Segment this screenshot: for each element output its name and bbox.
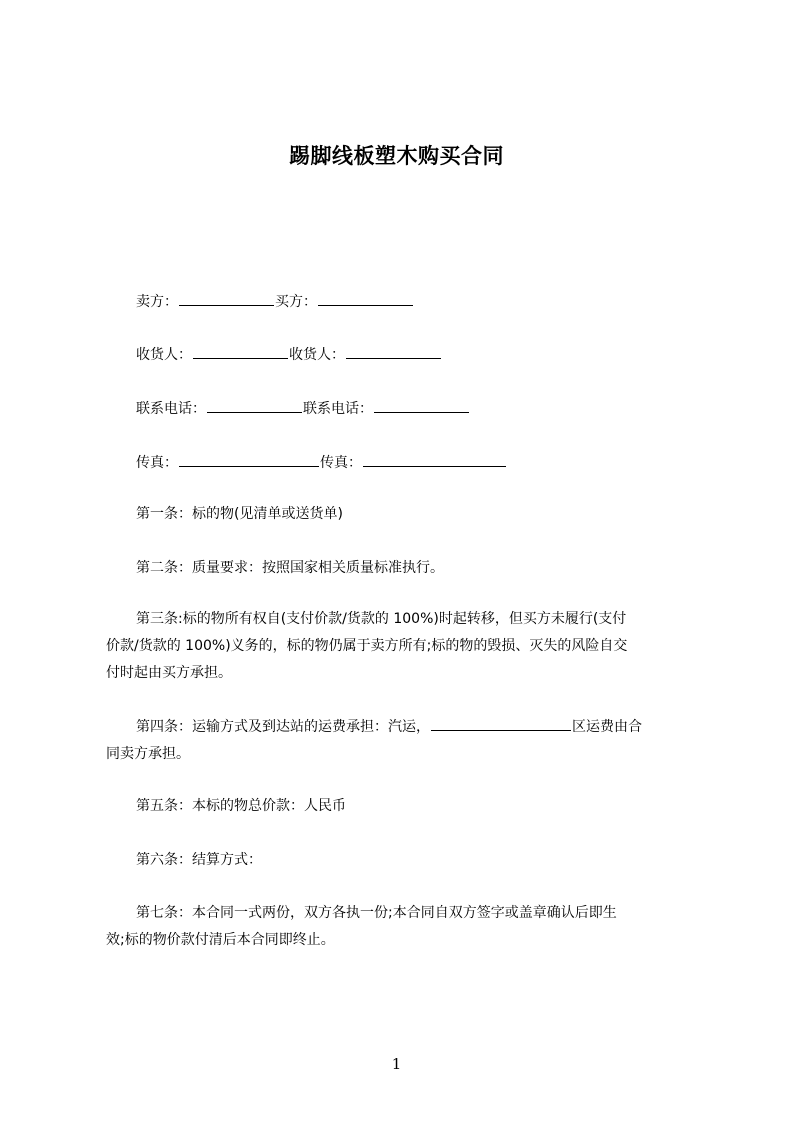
fax-blank-1[interactable] bbox=[179, 453, 319, 467]
article-5: 第五条：本标的物总价款：人民币 bbox=[136, 798, 346, 814]
receiver-blank-2[interactable] bbox=[346, 345, 441, 359]
phone-row bbox=[136, 399, 470, 418]
article-3-line-1: 第三条:标的物所有权自(支付价款/货款的 100%)时起转移，但买方未履行(支付 bbox=[136, 611, 627, 627]
article-7-line-2: 效;标的物价款付清后本合同即终止。 bbox=[106, 932, 335, 948]
seller-label: 卖方： bbox=[136, 294, 178, 310]
article-4-line-2: 同卖方承担。 bbox=[106, 746, 190, 762]
fax-blank-2[interactable] bbox=[363, 453, 506, 467]
article-1: 第一条：标的物(见清单或送货单) bbox=[136, 506, 343, 522]
seller-blank[interactable] bbox=[179, 292, 274, 306]
transport-blank[interactable] bbox=[431, 717, 571, 731]
seller-buyer-row bbox=[136, 292, 414, 311]
article-4-part-2: 区运费由合 bbox=[572, 719, 642, 735]
buyer-label: 买方： bbox=[275, 294, 317, 310]
article-4-part-1: 第四条：运输方式及到达站的运费承担：汽运， bbox=[136, 719, 430, 735]
article-4 bbox=[106, 714, 706, 768]
buyer-blank[interactable] bbox=[318, 292, 413, 306]
fax-label-2: 传真： bbox=[320, 455, 362, 471]
article-2: 第二条：质量要求：按照国家相关质量标准执行。 bbox=[136, 560, 444, 576]
article-7-line-1: 第七条：本合同一式两份，双方各执一份;本合同自双方签字或盖章确认后即生 bbox=[136, 905, 617, 921]
fax-row bbox=[136, 453, 507, 472]
receiver-label-2: 收货人： bbox=[289, 347, 345, 363]
phone-blank-1[interactable] bbox=[207, 399, 302, 413]
article-7 bbox=[106, 900, 706, 954]
article-4-line-1 bbox=[106, 714, 706, 741]
phone-label-2: 联系电话： bbox=[303, 401, 373, 417]
fax-label-1: 传真： bbox=[136, 455, 178, 471]
receiver-label-1: 收货人： bbox=[136, 347, 192, 363]
article-3-line-3: 付时起由买方承担。 bbox=[106, 665, 232, 681]
page-number: 1 bbox=[391, 1055, 402, 1073]
document-title: 踢脚线板塑木购买合同 bbox=[289, 144, 504, 168]
article-3-line-2: 价款/货款的 100%)义务的，标的物仍属于卖方所有;标的物的毁损、灭失的风险自交 bbox=[106, 638, 628, 654]
receiver-blank-1[interactable] bbox=[193, 345, 288, 359]
receiver-row bbox=[136, 345, 442, 364]
phone-blank-2[interactable] bbox=[374, 399, 469, 413]
article-3 bbox=[106, 606, 706, 687]
phone-label-1: 联系电话： bbox=[136, 401, 206, 417]
article-6: 第六条：结算方式： bbox=[136, 852, 262, 868]
